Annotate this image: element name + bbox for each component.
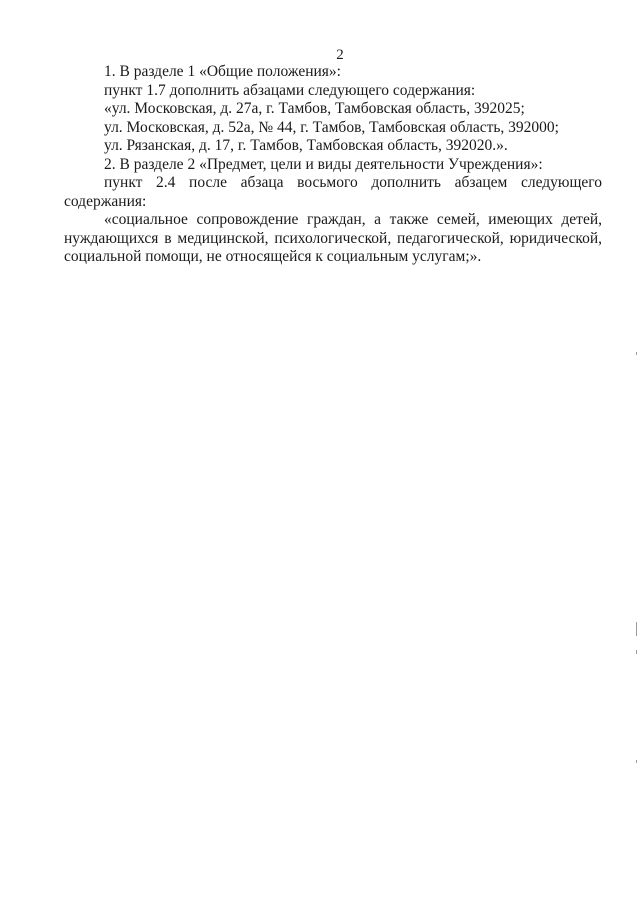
- scan-artifact: [636, 760, 637, 763]
- document-body: [64, 63, 602, 267]
- clause-2-4-intro: пункт 2.4 после абзаца восьмого дополнить абзацем следующего содержания:: [64, 174, 602, 210]
- scan-artifact: [636, 650, 637, 654]
- address-line-1: «ул. Московская, д. 27а, г. Тамбов, Тамбовская область, 392025;: [104, 100, 525, 117]
- scan-artifact: [636, 622, 637, 636]
- scan-artifact: [636, 352, 637, 355]
- section-2-heading: 2. В разделе 2 «Предмет, цели и виды деятельности Учреждения»:: [104, 155, 543, 173]
- section-1-heading: 1. В разделе 1 «Общие положения»:: [104, 63, 341, 80]
- address-line-3: ул. Рязанская, д. 17, г. Тамбов, Тамбовская область, 392020.».: [104, 137, 508, 154]
- page-number: 2: [336, 47, 344, 63]
- clause-1-7-intro: пункт 1.7 дополнить абзацами следующего содержания:: [104, 81, 476, 99]
- clause-2-4-text: «социальное сопровождение граждан, а также семей, имеющих детей, нуждающихся в медицинской, психологической, педагогической, юридической, социальной помощи, не относящейся к социальным услугам;».: [64, 211, 602, 265]
- address-line-2: ул. Московская, д. 52а, № 44, г. Тамбов, Тамбовская область, 392000;: [104, 118, 559, 136]
